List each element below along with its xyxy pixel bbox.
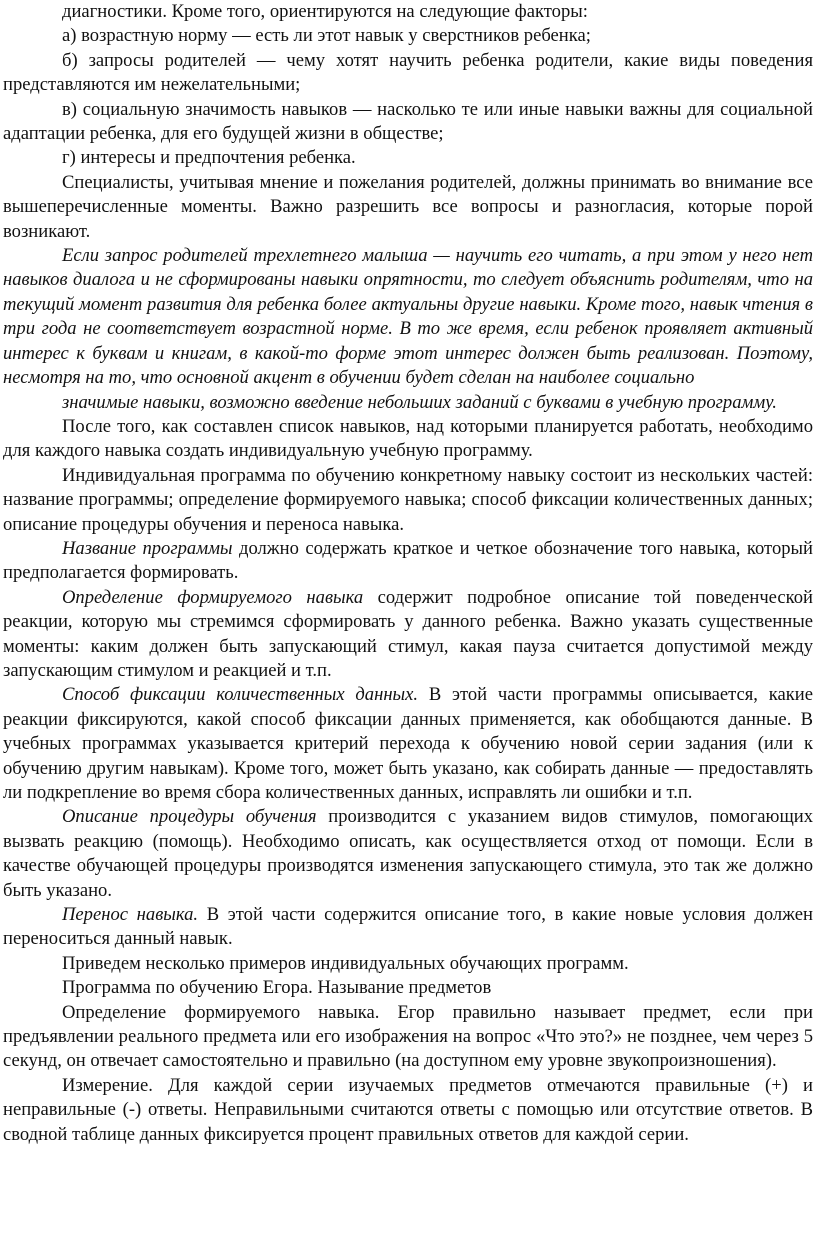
term-program-name: Название программы	[62, 537, 233, 559]
program-heading: Программа по обучению Егора. Называние предметов	[62, 977, 492, 999]
paragraph-measurement: Измерение. Для каждой серии изучаемых предметов отмечаются правильные (+) и неправильные (-) ответы. Неправильными считаются ответы с помощью или отсутствие ответов. В сводной таблице данных фиксируется процент правильных ответов для каждой серии.	[3, 1074, 813, 1145]
term-skill-definition: Определение формируемого навыка	[62, 586, 364, 608]
paragraph-intro: диагностики. Кроме того, ориентируются на следующие факторы:	[62, 1, 588, 22]
list-item-g: г) интересы и предпочтения ребенка.	[62, 147, 356, 169]
paragraph-specialists: Специалисты, учитывая мнение и пожелания родителей, должны принимать во внимание все вышеперечисленные моменты. Важно разрешить все вопросы и разногласия, которые порой возникают.	[3, 171, 813, 242]
text-skill-definition: содержит подробное описание той поведенческой реакции, которую мы стремимся сформировать у данного ребенка. Важно указать существенные моменты: каким должен быть запускающий стимул, какая пауза считается допустимой между запускающим стимулом и реакцией и т.п.	[3, 586, 813, 681]
paragraph-procedure	[3, 805, 813, 903]
paragraph-transfer	[3, 903, 813, 952]
text-procedure: производится с указанием видов стимулов, помогающих вызвать реакцию (помощь). Необходимо описать, как осуществляется отход от помощи. Если в качестве обучающей процедуры производятся изменения запускающего стимула, это так же должно быть указано.	[3, 806, 814, 901]
paragraph-skill-list: После того, как составлен список навыков, над которыми планируется работать, необходимо для каждого навыка создать индивидуальную учебную программу.	[3, 415, 813, 462]
paragraph-program-parts: Индивидуальная программа по обучению конкретному навыку состоит из нескольких частей: название программы; определение формируемого навыка; способ фиксации количественных данных; описание процедуры обучения и переноса навыка.	[3, 464, 813, 535]
text-data-recording: В этой части программы описывается, какие реакции фиксируются, какой способ фиксации данных применяется, как обобщаются данные. В учебных программах указывается критерий перехода к обучению новой серии задания (или к обучению другим навыкам). Кроме того, может быть указано, как собирать данные — предоставлять ли подкрепление во время сбора количественных данных, исправлять ли ошибки и т.п.	[3, 684, 813, 803]
term-procedure: Описание процедуры обучения	[62, 806, 317, 828]
paragraph-data-recording	[3, 683, 813, 805]
paragraph-program-name	[3, 537, 813, 586]
text-program-name: должно содержать краткое и четкое обозначение того навыка, который предполагается формировать.	[3, 537, 813, 584]
example-paragraph: Если запрос родителей трехлетнего малыша — научить его читать, а при этом у него нет навыков диалога и не сформированы навыки опрятности, то следует объяснить родителям, что на текущий момент развития для ребенка более актуальны другие навыки. Кроме того, навык чтения в три года не соответствует возрастной норме. В то же время, если ребенок проявляет активный интерес к буквам и книгам, в какой-то форме этот интерес должен быть реализован. Поэтому, несмотря на то, что основной акцент в обучении будет сделан на наиболее социально	[3, 245, 813, 389]
term-data-recording: Способ фиксации количественных данных.	[62, 684, 419, 706]
term-transfer: Перенос навыка.	[62, 904, 199, 926]
text-transfer: В этой части содержится описание того, в какие новые условия должен переноситься данный навык.	[3, 904, 813, 950]
list-item-v: в) социальную значимость навыков — насколько те или иные навыки важны для социальной адаптации ребенка, для его будущей жизни в обществе;	[3, 98, 813, 145]
paragraph-skill-definition	[3, 586, 813, 684]
example-paragraph-continued: значимые навыки, возможно введение небольших заданий с буквами в учебную программу.	[62, 391, 777, 413]
paragraph-definition: Определение формируемого навыка. Егор правильно называет предмет, если при предъявлении реального предмета или его изображения на вопрос «Что это?» не позднее, чем через 5 секунд, он отвечает самостоятельно и правильно (на доступном ему уровне звукопроизношения).	[3, 1001, 813, 1072]
list-item-a: а) возрастную норму — есть ли этот навык у сверстников ребенка;	[62, 25, 591, 47]
paragraph-examples-intro: Приведем несколько примеров индивидуальных обучающих программ.	[62, 952, 629, 974]
list-item-b: б) запросы родителей — чему хотят научить ребенка родители, какие виды поведения представляются им нежелательными;	[3, 49, 813, 96]
